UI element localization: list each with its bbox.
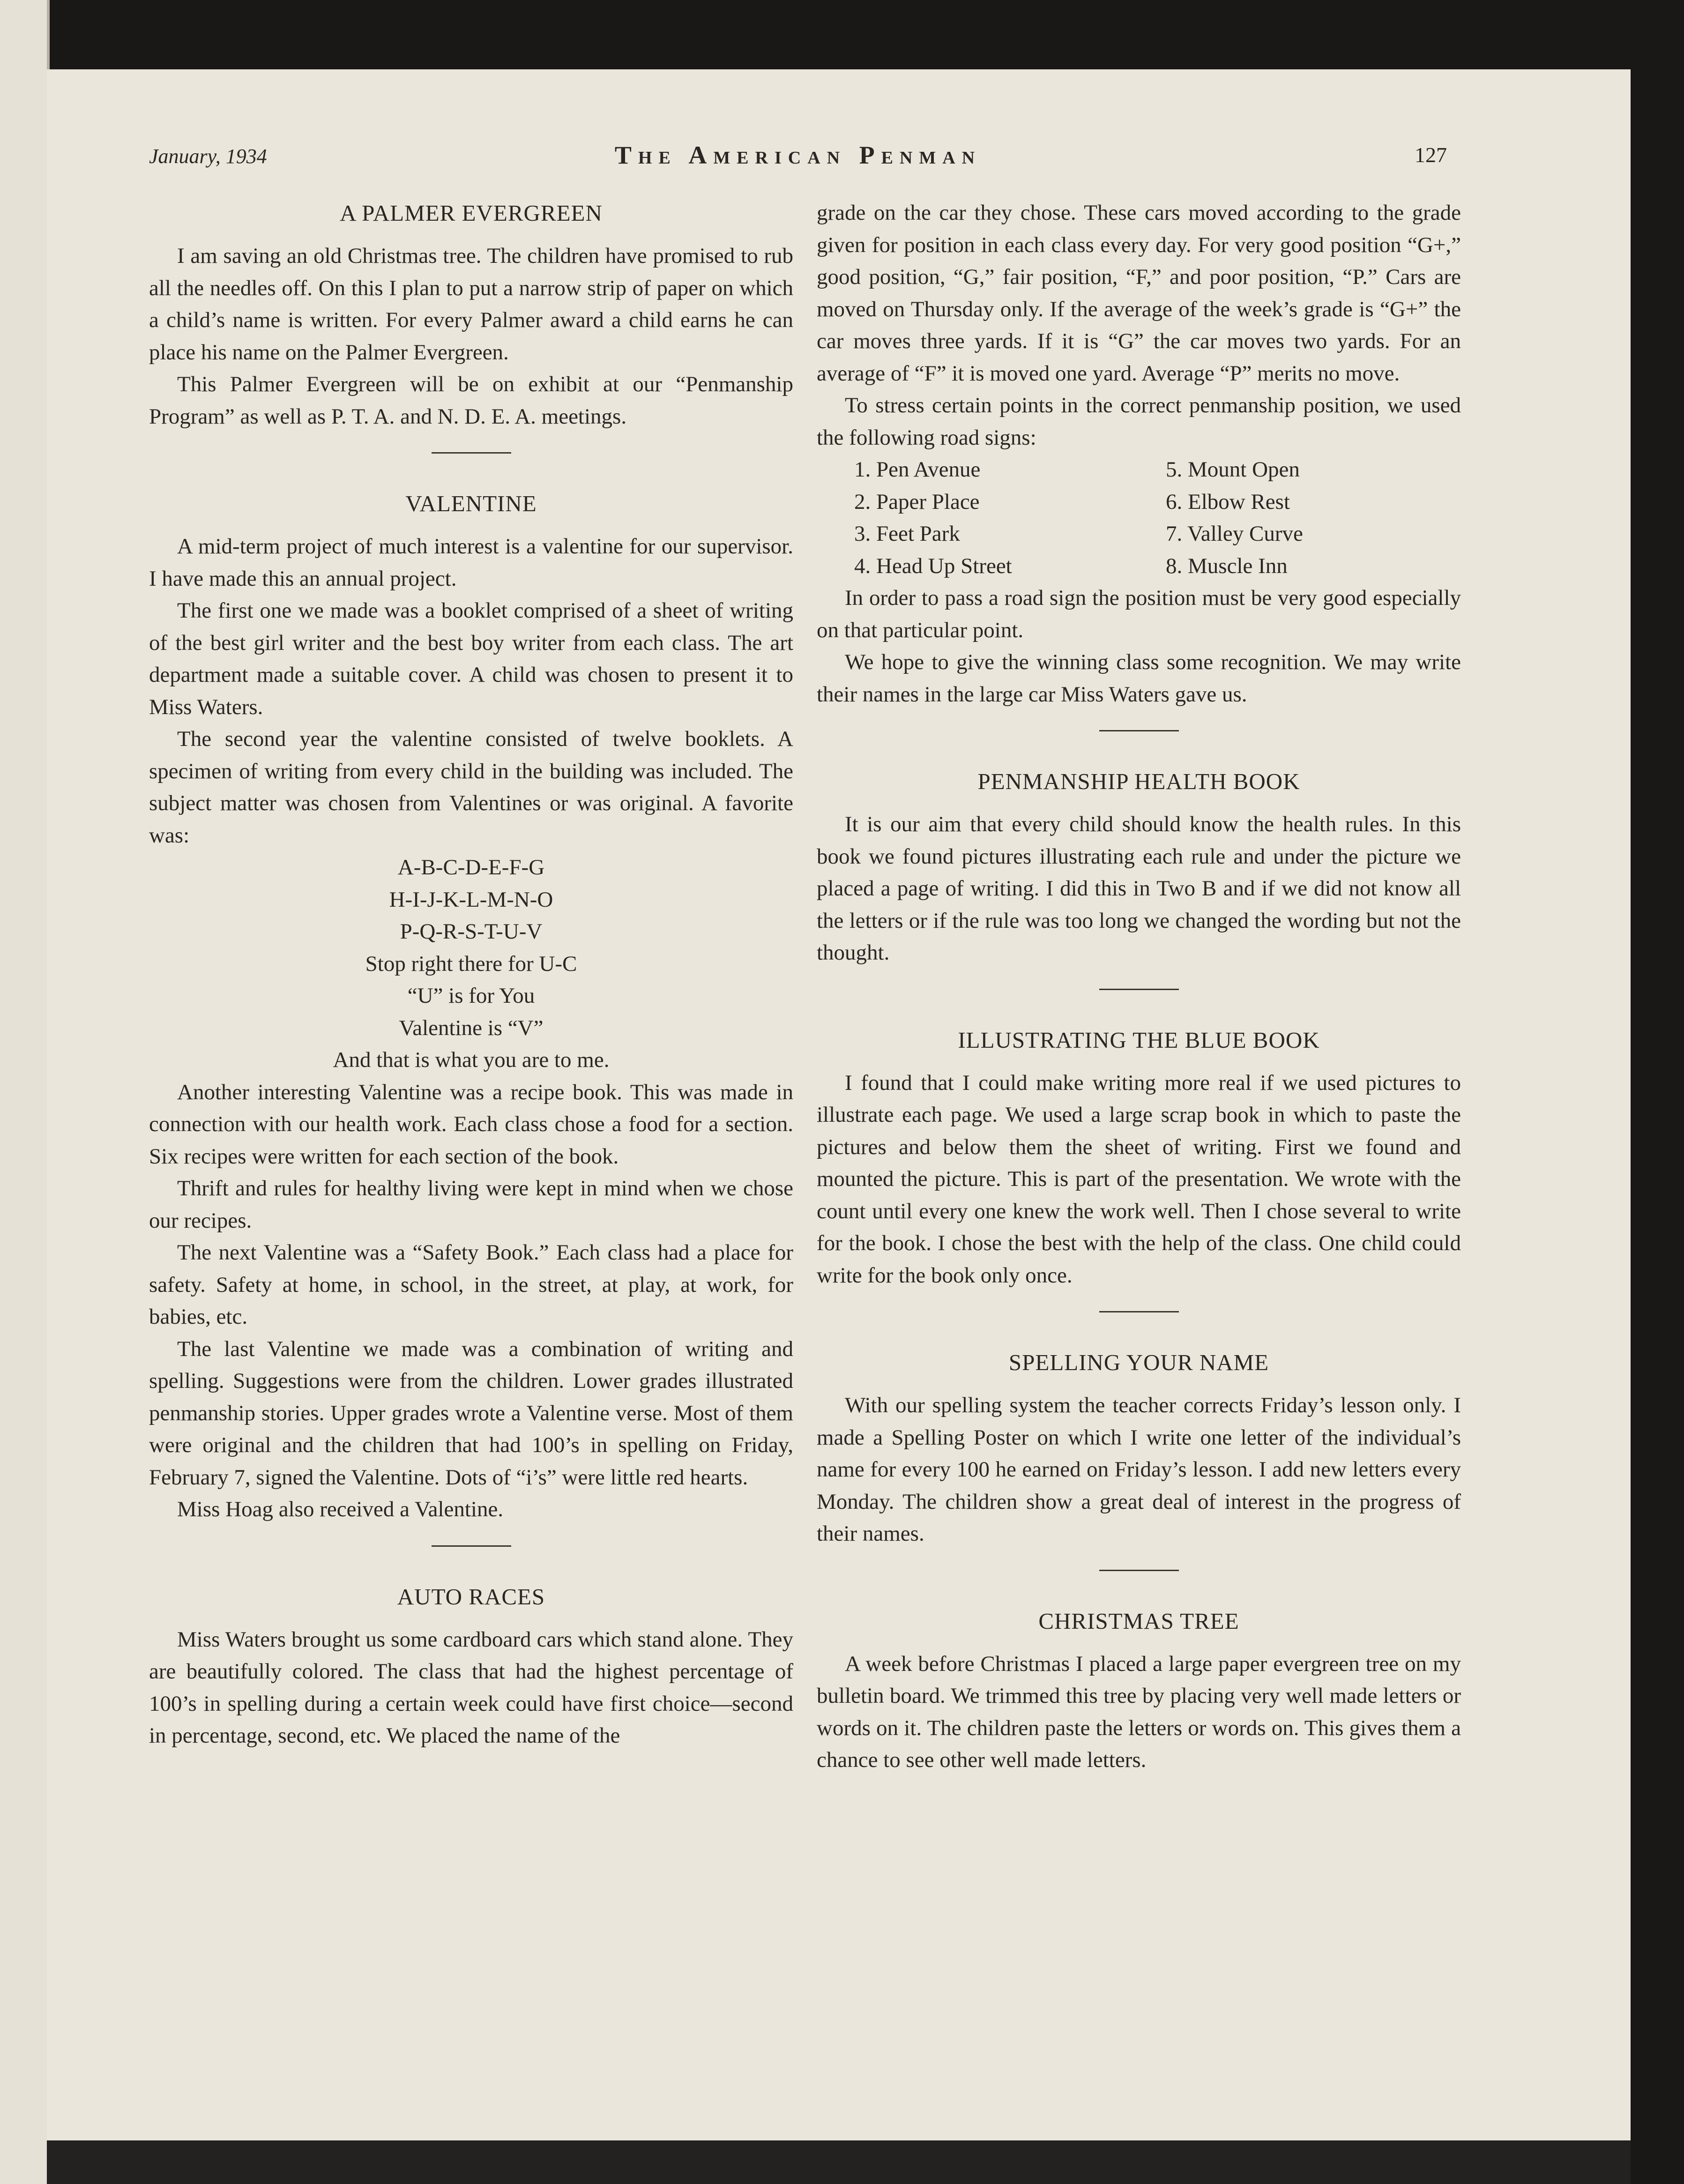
list-item: 3. Feet Park	[854, 522, 960, 546]
article-heading: CHRISTMAS TREE	[1038, 1608, 1239, 1634]
paragraph: I found that I could make writing more real if we used pictures to illustrate each page. We used a large scrap book in which to paste the pictures and below them the sheet of writing. First we found and mounted the picture. This is part of the presentation. We wrote with the count until every one knew the work well. Then I chose several to write for the book. I chose the best with the help of the class. One child could write for the book only once.	[817, 1070, 1461, 1288]
verse-line: Stop right there for U-C	[365, 951, 577, 976]
list-item: 5. Mount Open	[1166, 457, 1300, 482]
adjacent-page-edge	[0, 0, 50, 2184]
article-heading: ILLUSTRATING THE BLUE BOOK	[958, 1027, 1320, 1053]
paragraph: The second year the valentine consisted of twelve booklets. A specimen of writing from every child in the building was included. The subject matter was chosen from Valentines or was original. A favorite was:	[149, 727, 793, 848]
article-spelling-your-name	[817, 1346, 1461, 1550]
article-heading: PENMANSHIP HEALTH BOOK	[977, 768, 1300, 794]
list-item: 6. Elbow Rest	[1166, 489, 1290, 514]
road-signs-list	[817, 454, 1461, 582]
article-heading: A PALMER EVERGREEN	[340, 200, 603, 226]
paragraph: Miss Waters brought us some cardboard cars which stand alone. They are beautifully colored. The class that had the highest percentage of 100’s in spelling during a certain week could have first choice—second in percentage, second, etc. We placed the name of the	[149, 1627, 793, 1748]
verse-line: A-B-C-D-E-F-G	[397, 855, 545, 880]
paragraph: This Palmer Evergreen will be on exhibit at our “Penmanship Program” as well as P. T. A. and N. D. E. A. meetings.	[149, 372, 793, 429]
page-shadow	[47, 2140, 1631, 2184]
section-divider	[432, 1545, 511, 1547]
paragraph: In order to pass a road sign the position must be very good especially on that particular point.	[817, 586, 1461, 642]
article-illustrating-blue-book	[817, 1024, 1461, 1292]
page-number: 127	[1415, 143, 1447, 167]
verse-line: H-I-J-K-L-M-N-O	[389, 887, 553, 912]
section-divider	[432, 452, 511, 454]
section-divider	[1099, 989, 1179, 990]
paragraph: The last Valentine we made was a combination of writing and spelling. Suggestions were from the children. Lower grades illustrated penmanship stories. Upper grades wrote a Valentine verse. Most of them were original and the children that had 100’s in spelling on Friday, February 7, signed the Valentine. Dots of “i’s” were little red hearts.	[149, 1336, 793, 1490]
list-item: 4. Head Up Street	[854, 553, 1012, 578]
list-item: 2. Paper Place	[854, 489, 980, 514]
paragraph: grade on the car they chose. These cars moved according to the grade given for position in each class every day. For very good position “G+,” good position, “G,” fair position, “F,” and poor position, “P.” Cars are moved on Thursday only. If the average of the week’s grade is “G+” the car moves three yards. If it is “G” the car moves two yards. For an average of “F” it is moved one yard. Average “P” merits no move.	[817, 201, 1461, 386]
paragraph: It is our aim that every child should know the health rules. In this book we found pictures illustrating each rule and under the picture we placed a page of writing. I did this in Two B and if we did not know all the letters or if the rule was too long we changed the wording but not the thought.	[817, 812, 1461, 965]
list-item: 7. Valley Curve	[1166, 522, 1303, 546]
running-header	[149, 141, 1447, 178]
verse-line: Valentine is “V”	[399, 1015, 544, 1040]
article-valentine	[149, 487, 793, 1526]
paragraph: With our spelling system the teacher corrects Friday’s lesson only. I made a Spelling Poster on which I write one letter of the individual’s name for every 100 he earned on Friday’s lesson. I add new letters every Monday. The children show a great deal of interest in the progress of their names.	[817, 1393, 1461, 1546]
paragraph: The next Valentine was a “Safety Book.” Each class had a place for safety. Safety at home, in school, in the street, at play, at work, for babies, etc.	[149, 1240, 793, 1329]
paragraph: We hope to give the winning class some recognition. We may write their names in the large car Miss Waters gave us.	[817, 650, 1461, 707]
paragraph: The first one we made was a booklet comprised of a sheet of writing of the best girl writer and the best boy writer from each class. The art department made a suitable cover. A child was chosen to present it to Miss Waters.	[149, 598, 793, 719]
paragraph: I am saving an old Christmas tree. The children have promised to rub all the needles off. On this I plan to put a narrow strip of paper on which a child’s name is written. For every Palmer award a child earns he can place his name on the Palmer Evergreen.	[149, 244, 793, 365]
article-heading: SPELLING YOUR NAME	[1008, 1349, 1269, 1375]
section-divider	[1099, 1570, 1179, 1571]
paragraph: A mid-term project of much interest is a valentine for our supervisor. I have made this an annual project.	[149, 534, 793, 591]
list-item: 8. Muscle Inn	[1166, 553, 1288, 578]
left-column	[149, 197, 793, 1752]
article-auto-races	[149, 1580, 793, 1752]
article-heading: VALENTINE	[405, 491, 537, 516]
list-item: 1. Pen Avenue	[854, 457, 981, 482]
paragraph: To stress certain points in the correct penmanship position, we used the following road signs:	[817, 393, 1461, 450]
paragraph: A week before Christmas I placed a large paper evergreen tree on my bulletin board. We trimmed this tree by placing very well made letters or words on it. The children paste the letters or words on. This gives them a chance to see other well made letters.	[817, 1651, 1461, 1772]
verse-line: “U” is for You	[407, 984, 535, 1008]
article-christmas-tree	[817, 1605, 1461, 1776]
magazine-title: The American Penman	[614, 141, 982, 169]
issue-date: January, 1934	[149, 145, 267, 168]
paragraph: Miss Hoag also received a Valentine.	[177, 1497, 504, 1521]
article-penmanship-health-book	[817, 765, 1461, 969]
section-divider	[1099, 1311, 1179, 1312]
article-auto-races-continued	[817, 197, 1461, 710]
verse-line: P-Q-R-S-T-U-V	[400, 919, 543, 944]
valentine-verse	[149, 851, 793, 1076]
verse-line: And that is what you are to me.	[333, 1048, 610, 1072]
right-column	[817, 197, 1461, 1776]
article-palmer-evergreen	[149, 197, 793, 432]
article-heading: AUTO RACES	[397, 1583, 545, 1610]
section-divider	[1099, 730, 1179, 731]
paragraph: Another interesting Valentine was a recipe book. This was made in connection with our health work. Each class chose a food for a section. Six recipes were written for each section of the book.	[149, 1080, 793, 1169]
paragraph: Thrift and rules for healthy living were kept in mind when we chose our recipes.	[149, 1176, 793, 1233]
